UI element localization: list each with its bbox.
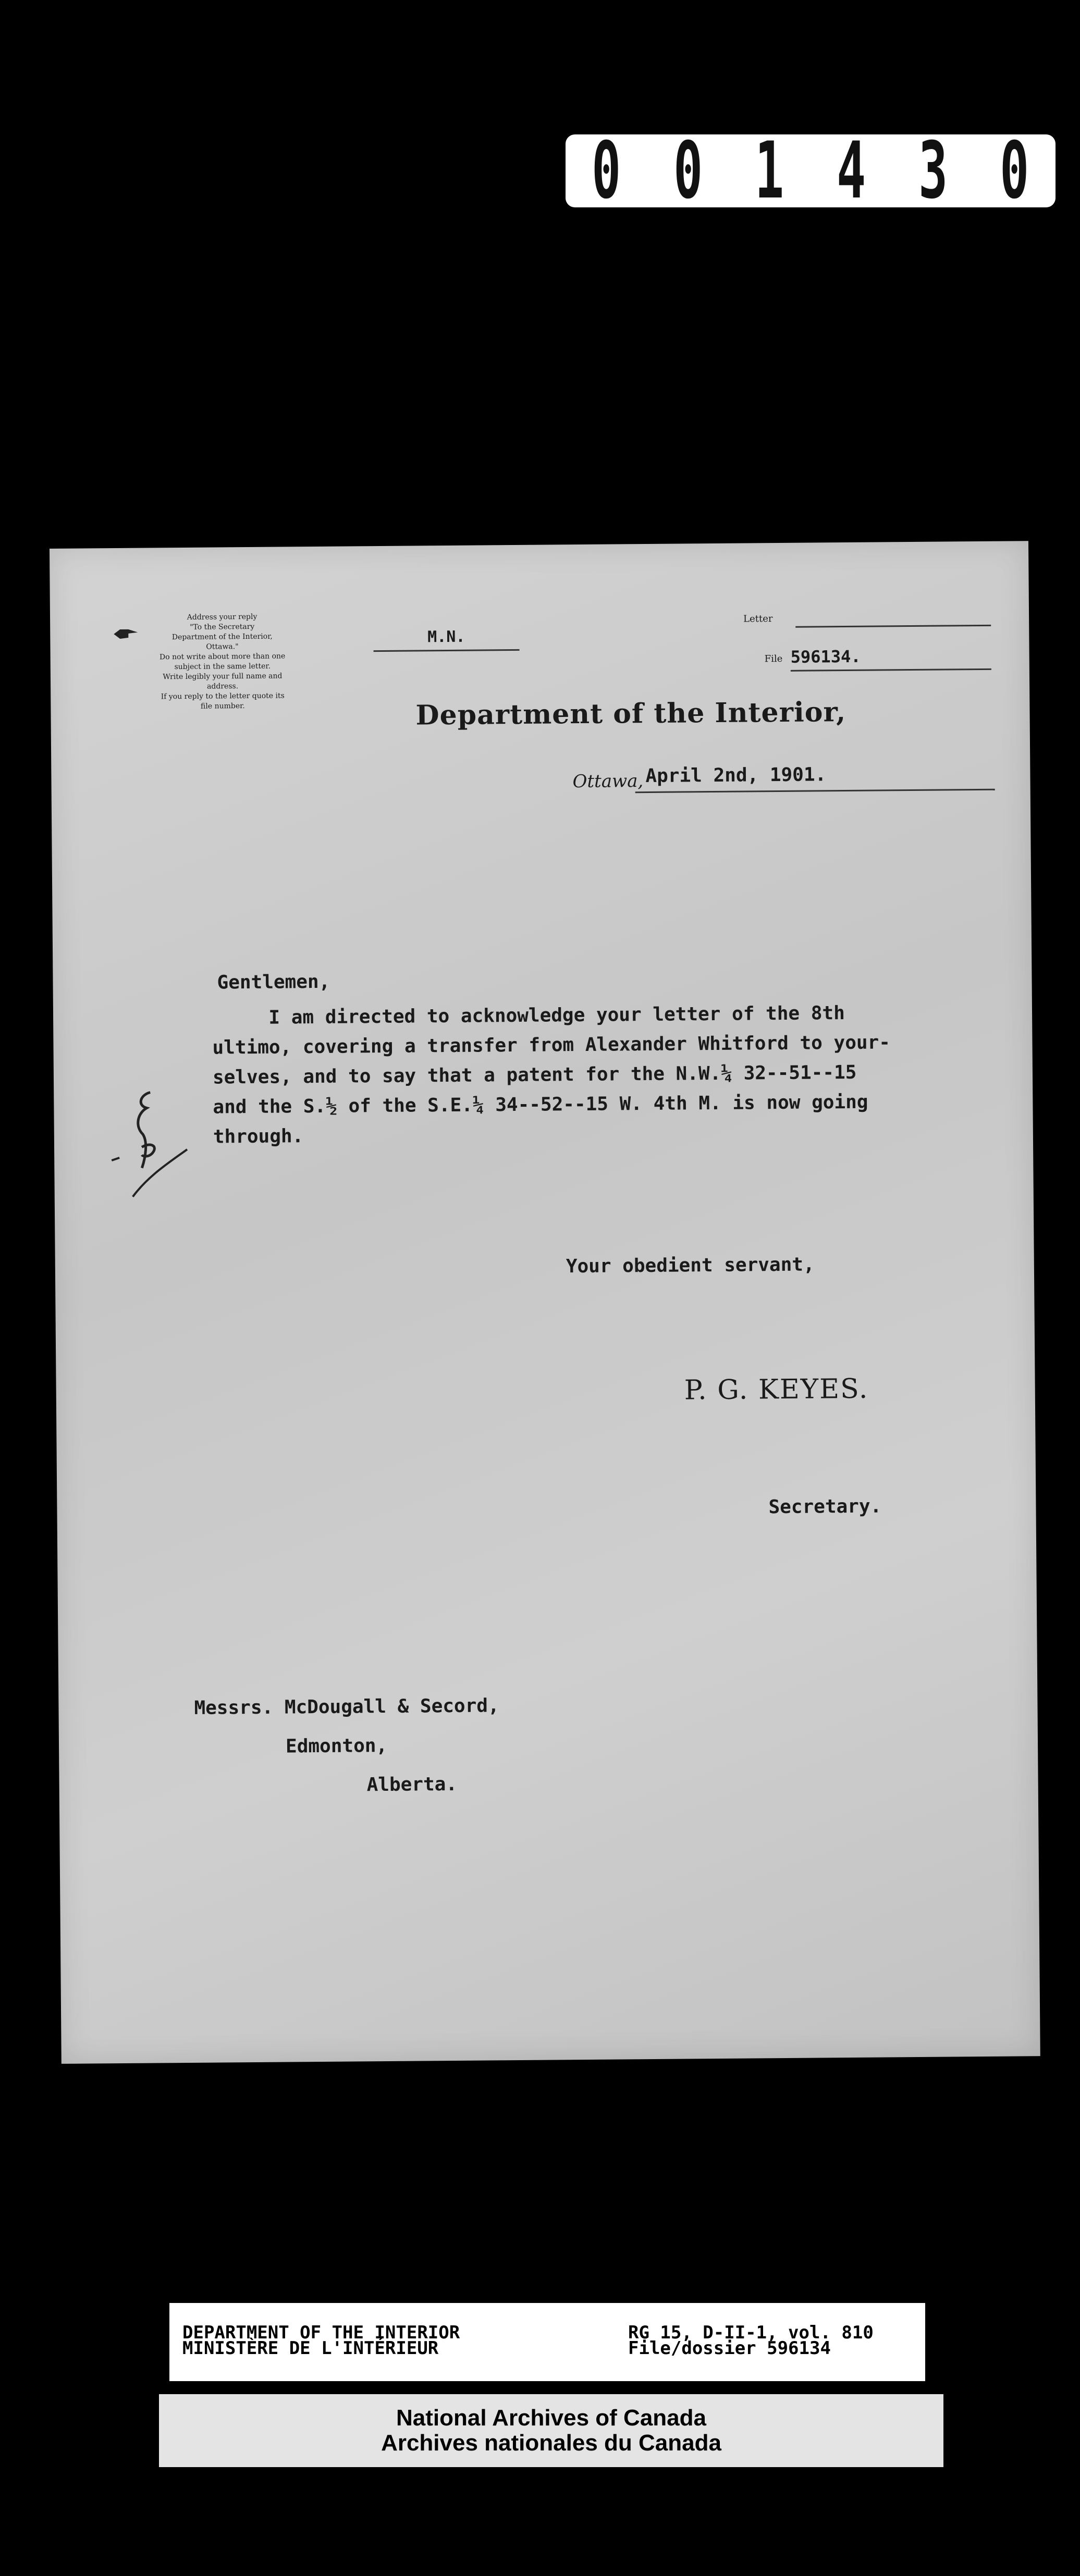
letter-number-line bbox=[795, 625, 991, 628]
file-number-line bbox=[791, 668, 991, 672]
frame-digit: 0 bbox=[592, 126, 621, 216]
frame-digit: 3 bbox=[918, 126, 948, 216]
signature: P. G. KEYES. bbox=[684, 1373, 869, 1406]
pointing-hand-icon bbox=[113, 626, 139, 642]
reply-instructions: Address your reply "To the Secretary Department of the Interior, Ottawa." Do not write about more than one subject in the same letter. Write legibly your full name and address. If you reply to the letter quote its file number. bbox=[159, 612, 286, 711]
file-label: File bbox=[764, 653, 783, 665]
body-line: through. bbox=[213, 1125, 304, 1148]
department-label: DEPARTMENT OF THE INTERIOR MINISTÈRE DE L'INTÉRIEUR bbox=[182, 2322, 460, 2359]
letter-label: Letter bbox=[743, 613, 773, 625]
addressee-line: Alberta. bbox=[366, 1773, 458, 1796]
frame-number-strip bbox=[566, 126, 1056, 216]
addressee-block bbox=[194, 1686, 500, 1806]
institution-name-fr: Archives nationales du Canada bbox=[381, 2430, 721, 2456]
mn-reference: M.N. bbox=[373, 627, 519, 652]
margin-handwritten-mark-icon bbox=[101, 1084, 190, 1199]
closing: Your obedient servant, bbox=[566, 1254, 815, 1278]
frame-digit: 0 bbox=[673, 126, 703, 216]
addressee-line: Messrs. McDougall & Secord, bbox=[194, 1695, 499, 1719]
letter-body bbox=[212, 998, 943, 1152]
date-line bbox=[635, 789, 995, 793]
addressee-line: Edmonton, bbox=[285, 1735, 388, 1757]
salutation: Gentlemen, bbox=[217, 971, 330, 994]
frame-digit: 1 bbox=[755, 126, 784, 216]
institution-label bbox=[159, 2394, 943, 2467]
place-label: Ottawa, bbox=[572, 771, 644, 792]
body-line: and the S.½ of the S.E.¼ 34--52--15 W. 4th M. is now going bbox=[213, 1091, 868, 1118]
letter-date: April 2nd, 1901. bbox=[645, 764, 827, 787]
reference-number: RG 15, D-II-1, vol. 810 File/dossier 596134 bbox=[628, 2322, 874, 2359]
frame-digit: 4 bbox=[837, 126, 866, 216]
institution-name-en: National Archives of Canada bbox=[396, 2405, 706, 2431]
department-heading: Department of the Interior, bbox=[415, 696, 846, 732]
file-number: 596134. bbox=[790, 646, 861, 667]
letter-sheet bbox=[50, 541, 1040, 2064]
archive-reference-label bbox=[169, 2303, 925, 2381]
signer-title: Secretary. bbox=[768, 1495, 882, 1518]
frame-digit: 0 bbox=[1000, 126, 1029, 216]
body-line: ultimo, covering a transfer from Alexander Whitford to your- bbox=[212, 1032, 891, 1059]
body-line: selves, and to say that a patent for the N.W.¼ 32--51--15 bbox=[212, 1061, 857, 1088]
body-line: I am directed to acknowledge your letter of the 8th bbox=[212, 1002, 845, 1029]
